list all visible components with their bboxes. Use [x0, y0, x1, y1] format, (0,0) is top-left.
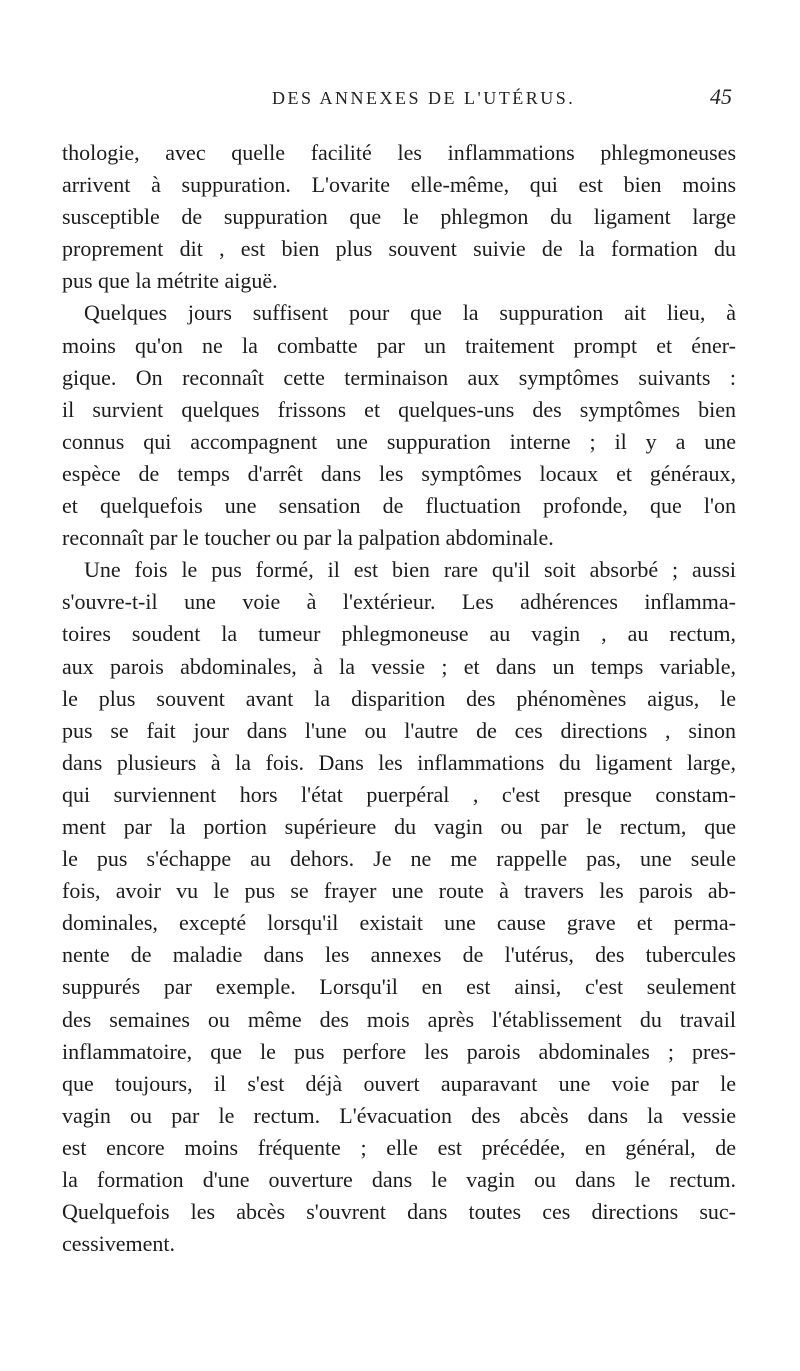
text-line: dominales, excepté lorsqu'il existait une cause grave et perma- — [62, 910, 736, 936]
body-text — [62, 137, 736, 1260]
text-line: ment par la portion supérieure du vagin ou par le rectum, que — [62, 813, 736, 839]
text-line: est encore moins fréquente ; elle est précédée, en général, de — [62, 1134, 736, 1160]
text-line: nente de maladie dans les annexes de l'utérus, des tubercules — [62, 942, 736, 968]
text-line: connus qui accompagnent une suppuration interne ; il y a une — [62, 428, 736, 454]
text-line: toires soudent la tumeur phlegmoneuse au vagin , au rectum, — [62, 621, 736, 647]
text-line: Quelquefois les abcès s'ouvrent dans toutes ces directions suc- — [62, 1199, 736, 1225]
page-number: 45 — [710, 84, 732, 109]
text-line: vagin ou par le rectum. L'évacuation des abcès dans la vessie — [62, 1102, 736, 1128]
text-line: susceptible de suppuration que le phlegmon du ligament large — [62, 204, 736, 230]
text-line: Une fois le pus formé, il est bien rare qu'il soit absorbé ; aussi — [84, 557, 736, 583]
text-line: thologie, avec quelle facilité les inflammations phlegmoneuses — [62, 140, 736, 165]
text-line: reconnaît par le toucher ou par la palpation abdominale. — [62, 525, 554, 551]
text-line: s'ouvre-t-il une voie à l'extérieur. Les adhérences inflamma- — [62, 589, 736, 615]
text-line: et quelquefois une sensation de fluctuation profonde, que l'on — [62, 493, 736, 519]
text-line: aux parois abdominales, à la vessie ; et dans un temps variable, — [62, 653, 736, 679]
text-line: moins qu'on ne la combatte par un traitement prompt et éner- — [62, 332, 736, 358]
running-title: DES ANNEXES DE L'UTÉRUS. — [272, 88, 576, 108]
text-line: espèce de temps d'arrêt dans les symptômes locaux et généraux, — [62, 460, 736, 486]
text-line: proprement dit , est bien plus souvent suivie de la formation du — [62, 236, 736, 262]
text-line: cessivement. — [62, 1231, 176, 1257]
text-line: suppurés par exemple. Lorsqu'il en est ainsi, c'est seulement — [62, 974, 736, 1000]
text-line: des semaines ou même des mois après l'établissement du travail — [62, 1006, 736, 1032]
text-line: la formation d'une ouverture dans le vagin ou dans le rectum. — [62, 1167, 736, 1192]
text-line: le plus souvent avant la disparition des phénomènes aigus, le — [62, 685, 736, 711]
text-line: pus que la métrite aiguë. — [62, 268, 278, 294]
text-line: que toujours, il s'est déjà ouvert auparavant une voie par le — [62, 1070, 736, 1096]
text-line: fois, avoir vu le pus se frayer une route à travers les parois ab- — [62, 878, 736, 904]
text-line: arrivent à suppuration. L'ovarite elle-même, qui est bien moins — [62, 172, 736, 198]
text-line: inflammatoire, que le pus perfore les parois abdominales ; pres- — [62, 1038, 736, 1064]
text-line: le pus s'échappe au dehors. Je ne me rappelle pas, une seule — [62, 846, 736, 872]
text-line: il survient quelques frissons et quelques-uns des symptômes bien — [62, 396, 736, 422]
text-line: qui surviennent hors l'état puerpéral , c'est presque constam- — [62, 781, 736, 807]
text-line: Quelques jours suffisent pour que la suppuration ait lieu, à — [84, 300, 736, 326]
text-line: pus se fait jour dans l'une ou l'autre de ces directions , sinon — [62, 717, 736, 743]
text-line: dans plusieurs à la fois. Dans les inflammations du ligament large, — [62, 749, 736, 775]
text-line: gique. On reconnaît cette terminaison aux symptômes suivants : — [62, 364, 736, 390]
running-head — [62, 80, 732, 120]
